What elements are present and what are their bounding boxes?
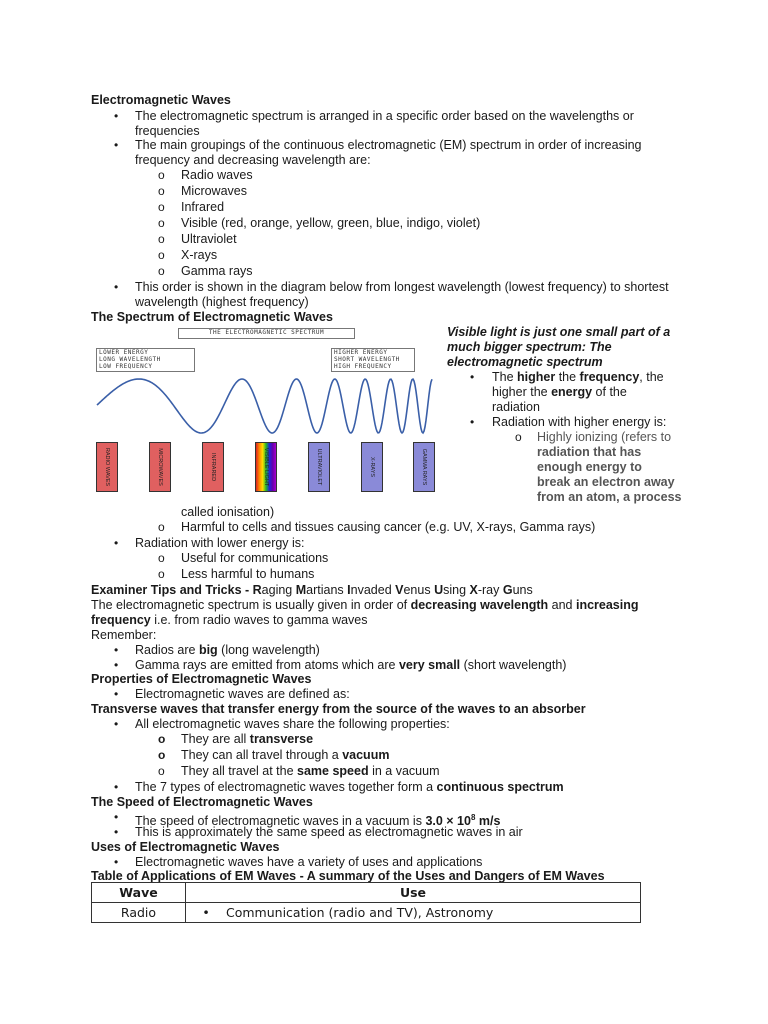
cell-wave: Radio bbox=[92, 903, 186, 923]
list-item: Radio waves bbox=[181, 168, 253, 182]
column-header-wave: Wave bbox=[92, 883, 186, 903]
paragraph: The main groupings of the continuous electromagnetic (EM) spectrum in order of increasing bbox=[135, 138, 642, 152]
bullet-icon: • bbox=[114, 109, 119, 123]
bullet-icon: • bbox=[114, 658, 119, 672]
bullet-icon: • bbox=[114, 780, 119, 794]
bullet-icon: • bbox=[114, 280, 119, 294]
bullet-icon: • bbox=[114, 810, 119, 824]
sub-bullet-icon: o bbox=[158, 232, 165, 246]
paragraph: frequency and decreasing wavelength are: bbox=[135, 153, 371, 167]
mnemonic: Raging Martians Invaded Venus Using X-ray Guns bbox=[252, 583, 533, 597]
column-header-use: Use bbox=[186, 883, 641, 903]
paragraph: called ionisation) bbox=[181, 505, 275, 519]
paragraph: The 7 types of electromagnetic waves together form a continuous spectrum bbox=[135, 780, 564, 794]
bullet-icon: • bbox=[470, 370, 475, 384]
paragraph: Radios are big (long wavelength) bbox=[135, 643, 320, 657]
paragraph: All electromagnetic waves share the following properties: bbox=[135, 717, 450, 731]
table-row bbox=[92, 903, 641, 923]
cell-use: • Communication (radio and TV), Astronomy bbox=[186, 903, 641, 923]
table-title: Table of Applications of EM Waves - A summary of the Uses and Dangers of EM Waves bbox=[91, 869, 605, 883]
sub-bullet-icon: o bbox=[158, 748, 166, 762]
paragraph: Radiation with lower energy is: bbox=[135, 536, 305, 550]
bullet-icon: • bbox=[114, 855, 119, 869]
list-item: They are all transverse bbox=[181, 732, 314, 746]
sub-bullet-icon: o bbox=[158, 264, 165, 278]
diagram-low-energy-label: LOWER ENERGY LONG WAVELENGTH LOW FREQUENCY bbox=[96, 348, 195, 372]
list-item: Microwaves bbox=[181, 184, 247, 198]
sub-bullet-icon: o bbox=[158, 200, 165, 214]
band-gamma: GAMMA RAYS bbox=[413, 442, 435, 492]
heading-properties: Properties of Electromagnetic Waves bbox=[91, 672, 312, 686]
paragraph: The higher the frequency, the bbox=[492, 370, 664, 384]
list-item: They all travel at the same speed in a vacuum bbox=[181, 764, 440, 778]
list-item: Visible (red, orange, yellow, green, blue, indigo, violet) bbox=[181, 216, 481, 230]
definition: Transverse waves that transfer energy from the source of the waves to an absorber bbox=[91, 702, 586, 716]
diagram-high-energy-label: HIGHER ENERGY SHORT WAVELENGTH HIGH FREQUENCY bbox=[331, 348, 415, 372]
list-item: Less harmful to humans bbox=[181, 567, 315, 581]
paragraph: Electromagnetic waves are defined as: bbox=[135, 687, 350, 701]
paragraph: frequency i.e. from radio waves to gamma waves bbox=[91, 613, 368, 627]
bullet-icon: • bbox=[114, 687, 119, 701]
paragraph: Remember: bbox=[91, 628, 157, 642]
paragraph: Electromagnetic waves have a variety of uses and applications bbox=[135, 855, 483, 869]
band-radio: RADIO WAVES bbox=[96, 442, 118, 492]
paragraph: break an electron away bbox=[537, 475, 675, 489]
paragraph: The electromagnetic spectrum is usually given in order of decreasing wavelength and increasing bbox=[91, 598, 639, 612]
paragraph: Radiation with higher energy is: bbox=[492, 415, 667, 429]
list-item: Infrared bbox=[181, 200, 225, 214]
list-item: Gamma rays bbox=[181, 264, 253, 278]
side-title: much bigger spectrum: The bbox=[447, 340, 612, 354]
heading-examiner-tips: Examiner Tips and Tricks - Raging Martians Invaded Venus Using X-ray Guns bbox=[91, 583, 533, 597]
list-item: Ultraviolet bbox=[181, 232, 237, 246]
bullet-icon: • bbox=[470, 415, 475, 429]
paragraph: Highly ionizing (refers to bbox=[537, 430, 672, 444]
sub-bullet-icon: o bbox=[515, 430, 522, 444]
sub-bullet-icon: o bbox=[158, 520, 165, 534]
bullet-icon: • bbox=[114, 717, 119, 731]
paragraph: higher the energy of the bbox=[492, 385, 627, 399]
paragraph: wavelength (highest frequency) bbox=[135, 295, 309, 309]
heading-speed: The Speed of Electromagnetic Waves bbox=[91, 795, 313, 809]
bullet-icon: • bbox=[114, 825, 119, 839]
paragraph: radiation bbox=[492, 400, 540, 414]
band-xrays: X-RAYS bbox=[361, 442, 383, 492]
sub-bullet-icon: o bbox=[158, 764, 165, 778]
diagram-title: THE ELECTROMAGNETIC SPECTRUM bbox=[178, 328, 355, 339]
band-visible: VISIBLE LIGHT bbox=[255, 442, 277, 492]
bullet-icon: • bbox=[114, 643, 119, 657]
paragraph: The speed of electromagnetic waves in a vacuum is $3.0 \times 10^8$ m/s bbox=[135, 813, 501, 829]
sub-bullet-icon: o bbox=[158, 567, 165, 581]
band-infrared: INFRARED bbox=[202, 442, 224, 492]
applications-table bbox=[91, 882, 641, 923]
heading-uses: Uses of Electromagnetic Waves bbox=[91, 840, 280, 854]
wave-icon bbox=[91, 373, 438, 439]
sub-bullet-icon: o bbox=[158, 168, 165, 182]
paragraph: radiation that has bbox=[537, 445, 642, 459]
sub-bullet-icon: o bbox=[158, 216, 165, 230]
band-ultraviolet: ULTRAVIOLET bbox=[308, 442, 330, 492]
paragraph: from an atom, a process bbox=[537, 490, 682, 504]
side-title: Visible light is just one small part of a bbox=[447, 325, 671, 339]
paragraph: The electromagnetic spectrum is arranged in a specific order based on the wavelengths or bbox=[135, 109, 634, 123]
list-item: X-rays bbox=[181, 248, 218, 262]
heading-spectrum: The Spectrum of Electromagnetic Waves bbox=[91, 310, 333, 324]
list-item: Useful for communications bbox=[181, 551, 329, 565]
band-microwaves: MICROWAVES bbox=[149, 442, 171, 492]
sub-bullet-icon: o bbox=[158, 248, 165, 262]
bullet-icon: • bbox=[202, 905, 210, 920]
paragraph: This is approximately the same speed as electromagnetic waves in air bbox=[135, 825, 523, 839]
list-item: Harmful to cells and tissues causing cancer (e.g. UV, X-rays, Gamma rays) bbox=[181, 520, 596, 534]
table-header-row bbox=[92, 883, 641, 903]
paragraph: enough energy to bbox=[537, 460, 642, 474]
list-item: They can all travel through a vacuum bbox=[181, 748, 390, 762]
bullet-icon: • bbox=[114, 536, 119, 550]
sub-bullet-icon: o bbox=[158, 551, 165, 565]
side-title: electromagnetic spectrum bbox=[447, 355, 603, 369]
paragraph: Gamma rays are emitted from atoms which are very small (short wavelength) bbox=[135, 658, 567, 672]
paragraph: This order is shown in the diagram below from longest wavelength (lowest frequency) to shortest bbox=[135, 280, 669, 294]
heading-electromagnetic-waves: Electromagnetic Waves bbox=[91, 93, 231, 107]
paragraph: frequencies bbox=[135, 124, 200, 138]
sub-bullet-icon: o bbox=[158, 184, 165, 198]
bullet-icon: • bbox=[114, 138, 119, 152]
sub-bullet-icon: o bbox=[158, 732, 166, 746]
em-spectrum-diagram bbox=[91, 325, 438, 503]
